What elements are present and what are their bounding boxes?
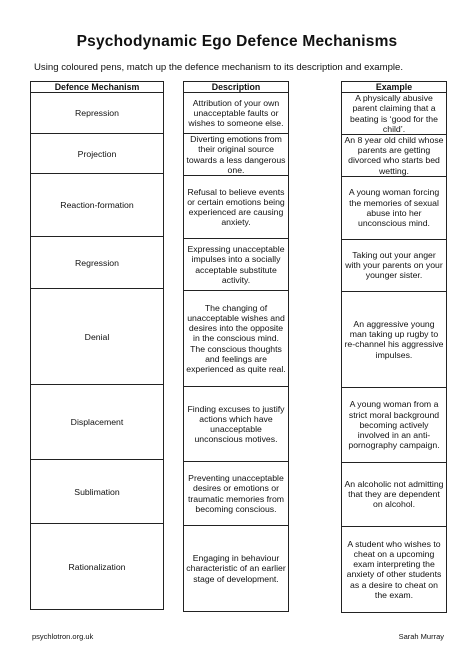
example-cell: A physically abusive parent claiming that a beating is ‘good for the child’.: [342, 93, 447, 135]
description-header: Description: [184, 82, 289, 93]
description-cell: Expressing unacceptable impulses into a socially acceptable substitute activity.: [184, 239, 289, 291]
mechanism-cell: Denial: [31, 289, 164, 385]
description-cell: Refusal to believe events or certain emotions being experienced are causing anxiety.: [184, 176, 289, 239]
description-cell: Attribution of your own unacceptable faults or wishes to someone else.: [184, 93, 289, 134]
description-column: [183, 81, 289, 612]
mechanism-header: Defence Mechanism: [31, 82, 164, 93]
example-cell: An aggressive young man taking up rugby to re-channel his aggressive impulses.: [342, 291, 447, 387]
mechanism-column: [30, 81, 164, 610]
description-cell: Diverting emotions from their original source towards a less dangerous one.: [184, 134, 289, 176]
example-column: [341, 81, 447, 613]
mechanism-cell: Displacement: [31, 385, 164, 460]
mechanism-cell: Sublimation: [31, 460, 164, 524]
mechanism-cell: Rationalization: [31, 524, 164, 610]
mechanism-cell: Reaction-formation: [31, 174, 164, 237]
mechanism-cell: Regression: [31, 237, 164, 289]
example-header: Example: [342, 82, 447, 93]
example-cell: Taking out your anger with your parents on your younger sister.: [342, 239, 447, 291]
example-cell: A student who wishes to cheat on a upcoming exam interpreting the anxiety of other students as a desire to cheat on the exam.: [342, 526, 447, 612]
footer-source: psychlotron.org.uk: [32, 632, 94, 641]
description-cell: Finding excuses to justify actions which have unacceptable unconscious motives.: [184, 387, 289, 462]
footer-author: Sarah Murray: [398, 632, 444, 641]
example-cell: An alcoholic not admitting that they are dependent on alcohol.: [342, 462, 447, 526]
mechanism-cell: Projection: [31, 134, 164, 174]
description-cell: Engaging in behaviour characteristic of an earlier stage of development.: [184, 526, 289, 612]
description-cell: The changing of unacceptable wishes and desires into the opposite in the conscious mind. The conscious thoughts and feelings are experienced as quite real.: [184, 291, 289, 387]
mechanism-cell: Repression: [31, 93, 164, 134]
example-cell: A young woman from a strict moral background becoming actively involved in an anti-pornography campaign.: [342, 387, 447, 462]
instructions: Using coloured pens, match up the defence mechanism to its description and example.: [34, 62, 404, 73]
example-cell: An 8 year old child whose parents are getting divorced who starts bed wetting.: [342, 135, 447, 177]
description-cell: Preventing unacceptable desires or emotions or traumatic memories from becoming conscious.: [184, 462, 289, 526]
example-cell: A young woman forcing the memories of sexual abuse into her unconscious mind.: [342, 176, 447, 239]
page-title: Psychodynamic Ego Defence Mechanisms: [76, 33, 398, 50]
